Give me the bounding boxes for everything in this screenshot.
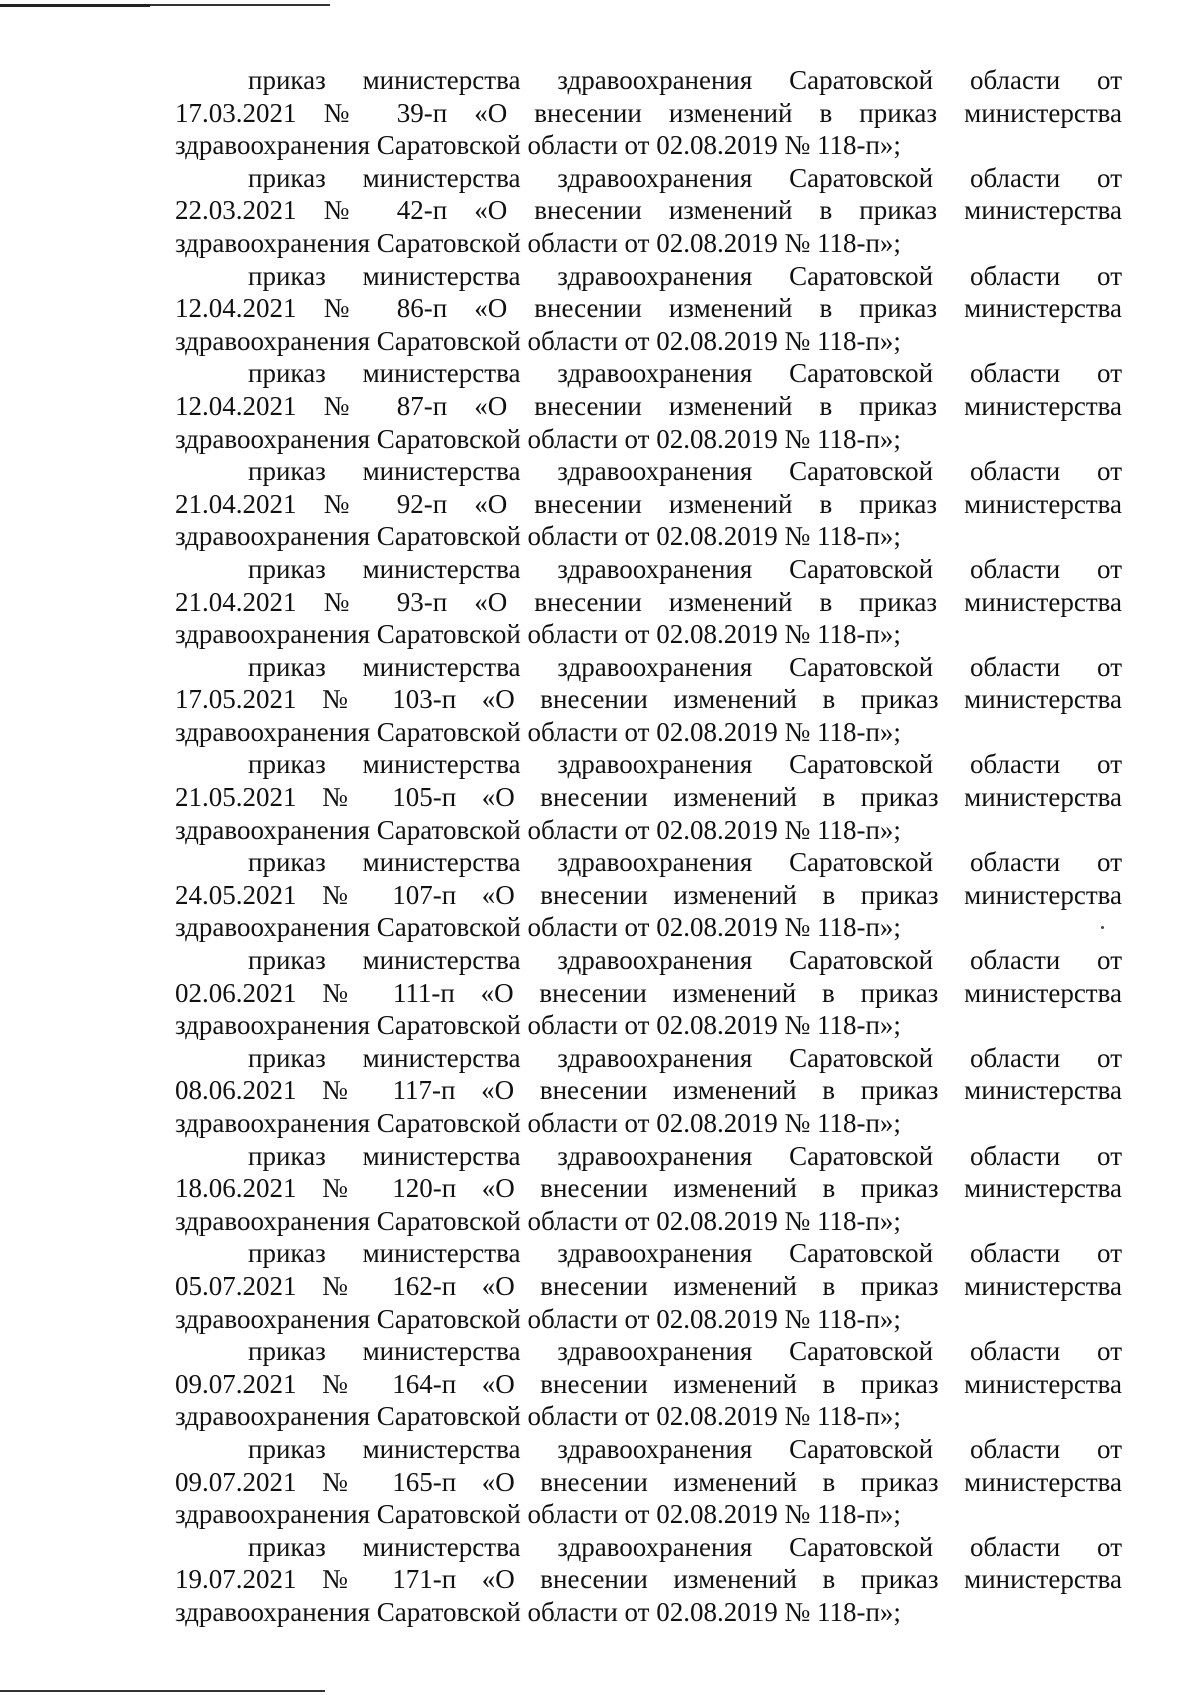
order-entry [175,1042,1122,1140]
order-entry [175,1433,1122,1531]
order-entry-line-2: 12.04.2021 № 87-п «О внесении изменений в приказ министерства [175,390,1122,421]
order-entry-line-1: приказ министерства здравоохранения Саратовской области от [248,1531,1122,1562]
order-entry-line-3: здравоохранения Саратовской области от 02.08.2019 № 118-п»; [175,1596,901,1627]
order-entry-line-2: 21.05.2021 № 105-п «О внесении изменений в приказ министерства [175,782,1122,813]
order-entry-line-3: здравоохранения Саратовской области от 02.08.2019 № 118-п»; [175,1499,901,1530]
order-entry-line-2: 09.07.2021 № 164-п «О внесении изменений в приказ министерства [175,1368,1122,1399]
order-entry-line-1: приказ министерства здравоохранения Саратовской области от [248,65,1122,95]
order-entry-line-2: 18.06.2021 № 120-п «О внесении изменений в приказ министерства [175,1173,1122,1204]
order-entry-line-2: 19.07.2021 № 171-п «О внесении изменений в приказ министерства [175,1564,1122,1595]
order-entry-line-2: 24.05.2021 № 107-п «О внесении изменений в приказ министерства [175,879,1122,910]
order-entry-line-2: 08.06.2021 № 117-п «О внесении изменений в приказ министерства [175,1075,1122,1106]
order-entry-line-3: здравоохранения Саратовской области от 02.08.2019 № 118-п»; [175,130,901,161]
order-entry-line-2: 22.03.2021 № 42-п «О внесении изменений в приказ министерства [175,195,1122,226]
order-entry-line-3: здравоохранения Саратовской области от 02.08.2019 № 118-п»; [175,1303,901,1334]
order-entry-line-1: приказ министерства здравоохранения Саратовской области от [248,1042,1122,1073]
order-entry-line-3: здравоохранения Саратовской области от 02.08.2019 № 118-п»; [175,1205,901,1236]
order-entry-line-3: здравоохранения Саратовской области от 02.08.2019 № 118-п»; [175,716,901,747]
order-entry-line-3: здравоохранения Саратовской области от 02.08.2019 № 118-п»; [175,814,901,845]
order-entry-line-1: приказ министерства здравоохранения Саратовской области от [248,553,1122,584]
order-entry-line-3: здравоохранения Саратовской области от 02.08.2019 № 118-п»; [175,912,901,943]
order-entry-line-1: приказ министерства здравоохранения Саратовской области от [248,260,1122,291]
order-entry-line-3: здравоохранения Саратовской области от 02.08.2019 № 118-п»; [175,227,901,258]
order-entry-line-1: приказ министерства здравоохранения Саратовской области от [248,1238,1122,1269]
order-entry-line-1: приказ министерства здравоохранения Саратовской области от [248,1433,1122,1464]
order-entry-line-3: здравоохранения Саратовской области от 02.08.2019 № 118-п»; [175,1401,901,1432]
order-entry-line-1: приказ министерства здравоохранения Саратовской области от [248,945,1122,976]
order-entry [175,1335,1122,1433]
order-entry-line-3: здравоохранения Саратовской области от 02.08.2019 № 118-п»; [175,521,901,552]
order-entry [175,260,1122,358]
order-entry-line-3: здравоохранения Саратовской области от 02.08.2019 № 118-п»; [175,1108,901,1138]
order-entry [175,357,1122,455]
order-entry-line-1: приказ министерства здравоохранения Саратовской области от [248,651,1122,682]
order-entry [175,162,1122,260]
scan-speck [1101,926,1104,929]
order-entry [175,846,1122,944]
order-entry-line-1: приказ министерства здравоохранения Саратовской области от [248,749,1122,780]
order-entry-line-1: приказ министерства здравоохранения Саратовской области от [248,456,1122,487]
order-entry-line-1: приказ министерства здравоохранения Саратовской области от [248,162,1122,193]
order-entry-line-1: приказ министерства здравоохранения Саратовской области от [248,358,1122,389]
order-entry-line-2: 09.07.2021 № 165-п «О внесении изменений в приказ министерства [175,1466,1122,1497]
order-entry [175,651,1122,749]
order-entry-line-2: 02.06.2021 № 111-п «О внесении изменений в приказ министерства [175,977,1122,1008]
scan-edge-mark-top [0,4,150,7]
order-entry-line-2: 21.04.2021 № 92-п «О внесении изменений в приказ министерства [175,488,1122,519]
order-entry-line-3: здравоохранения Саратовской области от 02.08.2019 № 118-п»; [175,1010,901,1041]
order-entry [175,64,1122,162]
order-entry-line-1: приказ министерства здравоохранения Саратовской области от [248,1336,1122,1367]
scan-edge-line-bottom [0,1690,325,1692]
order-entry [175,1237,1122,1335]
order-entry-line-1: приказ министерства здравоохранения Саратовской области от [248,1140,1122,1171]
order-entry [175,944,1122,1042]
order-entry-line-1: приказ министерства здравоохранения Саратовской области от [248,847,1122,878]
order-entry-line-2: 05.07.2021 № 162-п «О внесении изменений в приказ министерства [175,1270,1122,1301]
order-entry-line-3: здравоохранения Саратовской области от 02.08.2019 № 118-п»; [175,423,901,454]
order-entry-line-2: 12.04.2021 № 86-п «О внесении изменений в приказ министерства [175,293,1122,324]
order-entry [175,1531,1122,1629]
order-entry-line-2: 21.04.2021 № 93-п «О внесении изменений в приказ министерства [175,586,1122,617]
order-entry [175,455,1122,553]
order-entry [175,748,1122,846]
order-entry-line-3: здравоохранения Саратовской области от 02.08.2019 № 118-п»; [175,325,901,356]
order-entry-line-2: 17.03.2021 № 39-п «О внесении изменений в приказ министерства [175,97,1122,128]
order-entry-line-3: здравоохранения Саратовской области от 02.08.2019 № 118-п»; [175,619,901,650]
order-entry [175,1140,1122,1238]
order-entry-line-2: 17.05.2021 № 103-п «О внесении изменений в приказ министерства [175,684,1122,715]
document-body [175,64,1122,1629]
order-entry [175,553,1122,651]
